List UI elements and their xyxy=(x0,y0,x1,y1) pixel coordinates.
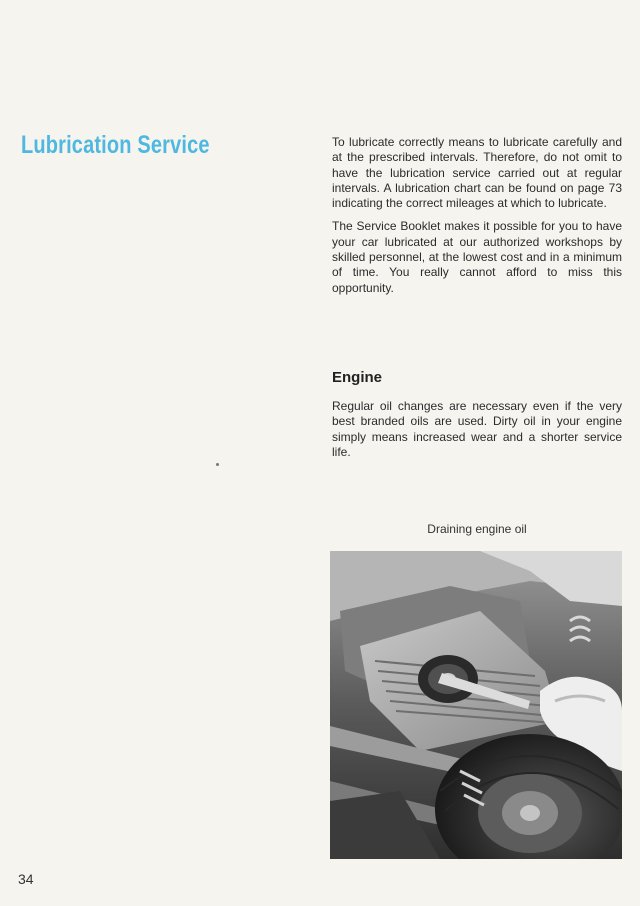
print-speck xyxy=(216,463,219,466)
intro-paragraph-1: To lubricate correctly means to lubricate carefully and at the prescribed intervals. Therefore, do not omit to have the lubrication service carried out at regular intervals. A lubrication chart can be found on page 73 indicating the correct mileages at which to lubricate. xyxy=(332,135,622,211)
page-number: 34 xyxy=(18,871,34,887)
intro-text xyxy=(332,135,622,304)
engine-text xyxy=(332,399,622,468)
photo-caption: Draining engine oil xyxy=(427,522,527,536)
engine-heading: Engine xyxy=(332,369,383,386)
intro-paragraph-2: The Service Booklet makes it possible for you to have your car lubricated at our authorized workshops by skilled personnel, at the lowest cost and in a minimum of time. You really cannot afford to miss this opportunity. xyxy=(332,219,622,295)
section-title: Lubrication Service xyxy=(21,131,210,159)
engine-paragraph: Regular oil changes are necessary even if the very best branded oils are used. Dirty oil in your engine simply means increased wear and a shorter service life. xyxy=(332,399,622,459)
engine-oil-drain-photo xyxy=(330,551,622,859)
